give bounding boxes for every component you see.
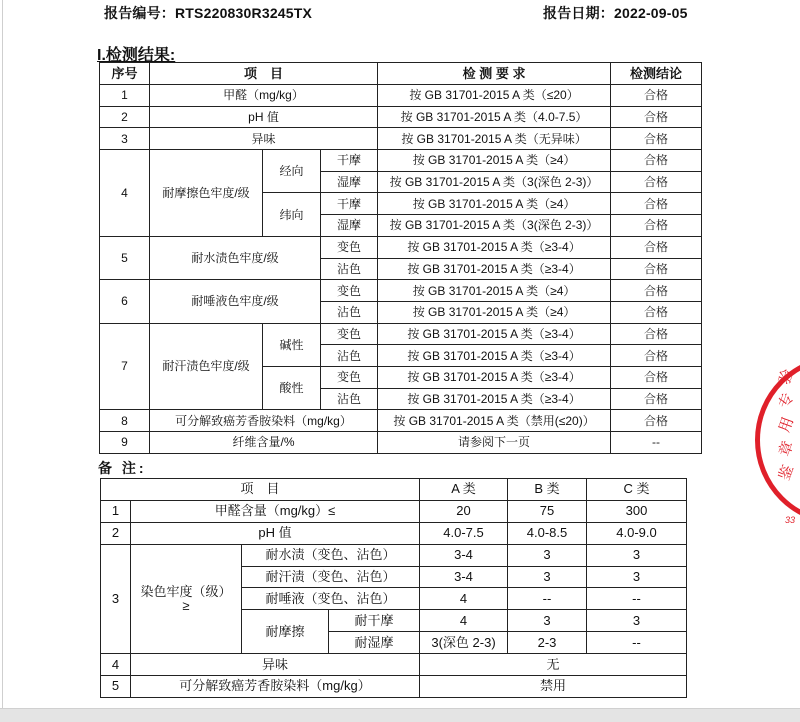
row-no: 1 xyxy=(100,85,150,107)
cell-a: 20 xyxy=(420,500,508,522)
row-requirement: 按 GB 31701-2015 A 类（≥3-4） xyxy=(378,236,611,258)
row-sub: 干摩 xyxy=(321,193,378,215)
cell-c: 3 xyxy=(587,544,687,566)
cell-c: 3 xyxy=(587,566,687,588)
table-row xyxy=(100,323,702,345)
cell-c: 3 xyxy=(587,610,687,632)
row-no: 5 xyxy=(100,236,150,279)
seal-glyph: 章 xyxy=(775,438,798,459)
report-number-value: RTS220830R3245TX xyxy=(175,5,313,21)
row-requirement: 按 GB 31701-2015 A 类（4.0-7.5） xyxy=(378,106,611,128)
notes-table xyxy=(100,478,687,698)
row-subgroup: 纬向 xyxy=(263,193,321,236)
row-sub: 耐水渍（变色、沾色） xyxy=(242,544,420,566)
col-class-b: B 类 xyxy=(508,479,587,501)
row-sub: 沾色 xyxy=(321,345,378,367)
row-requirement: 按 GB 31701-2015 A 类（≤20） xyxy=(378,85,611,107)
row-requirement: 按 GB 31701-2015 A 类（≥3-4） xyxy=(378,258,611,280)
row-result: -- xyxy=(611,432,702,454)
cell-b: -- xyxy=(508,588,587,610)
row-item: 耐水渍色牢度/级 xyxy=(150,236,321,279)
col-class-c: C 类 xyxy=(587,479,687,501)
cell-all-classes: 无 xyxy=(420,654,687,676)
row-no: 4 xyxy=(100,150,150,237)
col-requirement: 检 测 要 求 xyxy=(378,63,611,85)
cell-a: 4 xyxy=(420,610,508,632)
row-item xyxy=(131,544,242,653)
row-requirement: 按 GB 31701-2015 A 类（≥3-4） xyxy=(378,388,611,410)
row-sub: 耐湿摩 xyxy=(329,632,420,654)
cell-c: -- xyxy=(587,588,687,610)
row-result: 合格 xyxy=(611,258,702,280)
cell-b: 3 xyxy=(508,566,587,588)
row-result: 合格 xyxy=(611,410,702,432)
report-number xyxy=(104,3,312,23)
row-sub: 变色 xyxy=(321,236,378,258)
row-subgroup: 耐摩擦 xyxy=(242,610,329,654)
row-item: pH 值 xyxy=(131,522,420,544)
cell-b: 75 xyxy=(508,500,587,522)
cell-all-classes: 禁用 xyxy=(420,676,687,698)
row-subgroup: 经向 xyxy=(263,150,321,193)
row-sub: 沾色 xyxy=(321,301,378,323)
cell-b: 3 xyxy=(508,544,587,566)
row-sub: 变色 xyxy=(321,323,378,345)
row-item: 耐汗渍色牢度/级 xyxy=(150,323,263,410)
row-item: 耐唾液色牢度/级 xyxy=(150,280,321,323)
row-requirement: 按 GB 31701-2015 A 类（≥4） xyxy=(378,280,611,302)
cell-c: 300 xyxy=(587,500,687,522)
row-subgroup: 碱性 xyxy=(263,323,321,366)
row-result: 合格 xyxy=(611,280,702,302)
report-date xyxy=(543,3,688,23)
cell-b: 4.0-8.5 xyxy=(508,522,587,544)
cell-a: 4 xyxy=(420,588,508,610)
row-result: 合格 xyxy=(611,345,702,367)
row-item: pH 值 xyxy=(150,106,378,128)
row-requirement: 请参阅下一页 xyxy=(378,432,611,454)
cell-a: 3-4 xyxy=(420,544,508,566)
col-seq: 序号 xyxy=(100,63,150,85)
row-requirement: 按 GB 31701-2015 A 类（禁用(≤20)） xyxy=(378,410,611,432)
row-result: 合格 xyxy=(611,85,702,107)
table-row xyxy=(100,432,702,454)
row-no: 3 xyxy=(101,544,131,653)
row-no: 2 xyxy=(101,522,131,544)
row-subgroup: 酸性 xyxy=(263,366,321,409)
seal-number: 33 xyxy=(785,515,796,525)
row-result: 合格 xyxy=(611,193,702,215)
row-result: 合格 xyxy=(611,366,702,388)
row-item: 异味 xyxy=(150,128,378,150)
row-requirement: 按 GB 31701-2015 A 类（3(深色 2-3)） xyxy=(378,171,611,193)
row-no: 2 xyxy=(100,106,150,128)
row-requirement: 按 GB 31701-2015 A 类（3(深色 2-3)） xyxy=(378,215,611,237)
cell-b: 2-3 xyxy=(508,632,587,654)
row-result: 合格 xyxy=(611,323,702,345)
row-result: 合格 xyxy=(611,215,702,237)
table-row xyxy=(101,522,687,544)
page-left-edge xyxy=(2,0,3,708)
table-row xyxy=(101,654,687,676)
row-result: 合格 xyxy=(611,301,702,323)
row-no: 9 xyxy=(100,432,150,454)
table-row xyxy=(100,128,702,150)
row-sub: 耐干摩 xyxy=(329,610,420,632)
col-item: 项 目 xyxy=(101,479,420,501)
row-sub: 耐汗渍（变色、沾色） xyxy=(242,566,420,588)
table-row xyxy=(100,280,702,302)
table-row xyxy=(101,544,687,566)
notes-title: 备 注: xyxy=(98,460,147,476)
row-no: 8 xyxy=(100,410,150,432)
seal-glyph: 用 xyxy=(775,414,798,435)
table-row xyxy=(100,150,702,172)
row-sub: 沾色 xyxy=(321,258,378,280)
row-no: 4 xyxy=(101,654,131,676)
row-sub: 耐唾液（变色、沾色） xyxy=(242,588,420,610)
row-no: 1 xyxy=(101,500,131,522)
row-requirement: 按 GB 31701-2015 A 类（≥4） xyxy=(378,193,611,215)
row-result: 合格 xyxy=(611,171,702,193)
row-no: 5 xyxy=(101,676,131,698)
report-date-value: 2022-09-05 xyxy=(614,5,688,21)
row-sub: 变色 xyxy=(321,366,378,388)
row-requirement: 按 GB 31701-2015 A 类（≥3-4） xyxy=(378,345,611,367)
row-sub: 变色 xyxy=(321,280,378,302)
row-result: 合格 xyxy=(611,236,702,258)
row-requirement: 按 GB 31701-2015 A 类（无异味） xyxy=(378,128,611,150)
table-row xyxy=(101,676,687,698)
seal-text xyxy=(774,365,800,525)
row-no: 3 xyxy=(100,128,150,150)
row-result: 合格 xyxy=(611,150,702,172)
cell-c: -- xyxy=(587,632,687,654)
row-item-symbol: ≥ xyxy=(182,597,190,613)
row-sub: 湿摩 xyxy=(321,215,378,237)
seal-glyph: 专 xyxy=(775,390,798,411)
row-no: 7 xyxy=(100,323,150,410)
cell-a: 3(深色 2-3) xyxy=(420,632,508,654)
row-item: 甲醛（mg/kg） xyxy=(150,85,378,107)
seal-glyph: 验 xyxy=(775,366,798,387)
row-item: 可分解致癌芳香胺染料（mg/kg） xyxy=(131,676,420,698)
row-requirement: 按 GB 31701-2015 A 类（≥4） xyxy=(378,301,611,323)
report-number-label: 报告编号： xyxy=(104,5,175,21)
row-sub: 沾色 xyxy=(321,388,378,410)
row-requirement: 按 GB 31701-2015 A 类（≥4） xyxy=(378,150,611,172)
row-item-label: 染色牢度（级） xyxy=(140,583,232,599)
table-row xyxy=(101,500,687,522)
results-title: I.检测结果: xyxy=(97,47,176,64)
row-requirement: 按 GB 31701-2015 A 类（≥3-4） xyxy=(378,323,611,345)
row-result: 合格 xyxy=(611,106,702,128)
seal-glyph: 鉴 xyxy=(775,462,798,483)
col-item: 项 目 xyxy=(150,63,378,85)
viewer-bottom-bar xyxy=(0,708,800,722)
table-row xyxy=(100,85,702,107)
row-requirement: 按 GB 31701-2015 A 类（≥3-4） xyxy=(378,366,611,388)
row-no: 6 xyxy=(100,280,150,323)
row-result: 合格 xyxy=(611,388,702,410)
row-item: 耐摩擦色牢度/级 xyxy=(150,150,263,237)
table-row xyxy=(100,236,702,258)
row-result: 合格 xyxy=(611,128,702,150)
row-item: 甲醛含量（mg/kg）≤ xyxy=(131,500,420,522)
row-sub: 湿摩 xyxy=(321,171,378,193)
row-item: 异味 xyxy=(131,654,420,676)
cell-c: 4.0-9.0 xyxy=(587,522,687,544)
row-item: 纤维含量/% xyxy=(150,432,378,454)
row-item: 可分解致癌芳香胺染料（mg/kg） xyxy=(150,410,378,432)
results-header-row xyxy=(100,63,702,85)
notes-header-row xyxy=(101,479,687,501)
report-date-label: 报告日期： xyxy=(543,5,614,21)
col-conclusion: 检测结论 xyxy=(611,63,702,85)
cell-a: 3-4 xyxy=(420,566,508,588)
row-sub: 干摩 xyxy=(321,150,378,172)
cell-b: 3 xyxy=(508,610,587,632)
table-row xyxy=(100,410,702,432)
results-table xyxy=(99,62,702,454)
col-class-a: A 类 xyxy=(420,479,508,501)
table-row xyxy=(100,106,702,128)
cell-a: 4.0-7.5 xyxy=(420,522,508,544)
